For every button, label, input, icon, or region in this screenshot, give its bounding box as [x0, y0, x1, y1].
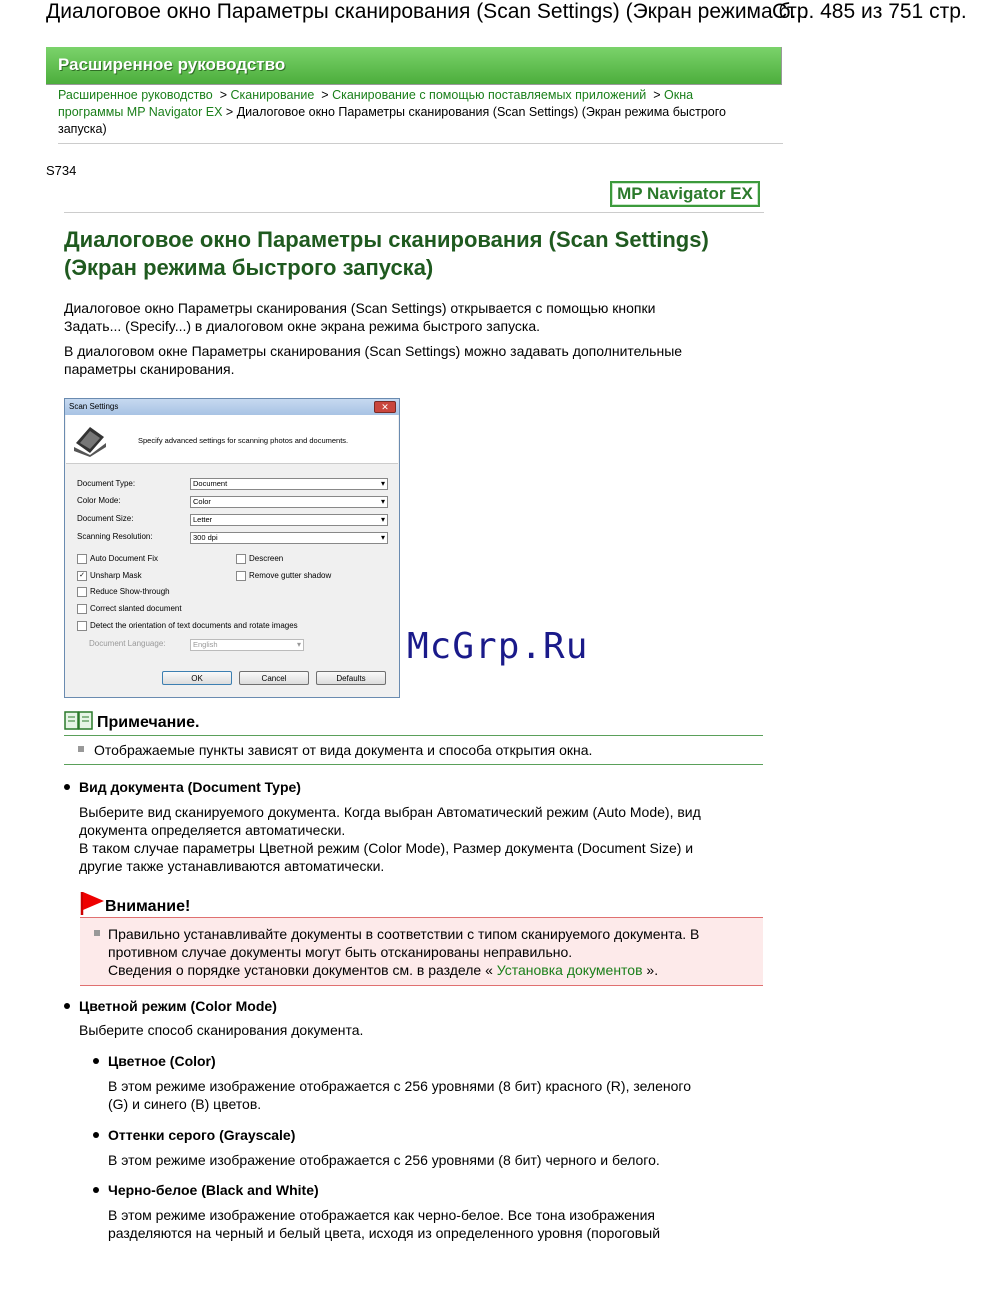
text-line: другие также устанавливаются автоматически. [79, 858, 385, 874]
bullet-icon [64, 784, 70, 790]
crumb-sep: > [225, 105, 234, 119]
detect-orientation-checkbox[interactable] [77, 621, 298, 631]
text-line: Диалоговое окно Параметры сканирования (Scan Settings) открывается с помощью кнопки [64, 300, 656, 316]
close-icon[interactable]: ✕ [374, 401, 396, 413]
divider [64, 764, 763, 765]
checkbox-label: Unsharp Mask [90, 571, 142, 581]
text-line: В таком случае параметры Цветной режим (Color Mode), Размер документа (Document Size) и [79, 840, 694, 856]
warning-text [108, 925, 699, 979]
scanner-icon [72, 421, 108, 457]
text-span: ». [646, 962, 659, 978]
correct-slanted-checkbox[interactable] [77, 604, 182, 614]
bullet-icon [64, 1003, 70, 1009]
cancel-button[interactable]: Cancel [239, 671, 309, 685]
note-title: Примечание. [97, 714, 200, 731]
intro-paragraph [64, 342, 682, 378]
scanning-resolution-select[interactable]: 300 dpi ▾ [190, 532, 388, 544]
color-mode-label: Color Mode: [77, 496, 121, 505]
sub-paragraph [108, 1206, 660, 1242]
intro-paragraph [64, 299, 655, 335]
ok-button[interactable]: OK [162, 671, 232, 685]
text-line: противном случае документы могут быть отсканированы неправильно. [108, 944, 573, 960]
warning-title: Внимание! [105, 898, 191, 915]
divider [58, 143, 783, 144]
unsharp-mask-checkbox[interactable]: ✓ Unsharp Mask [77, 571, 142, 581]
crumb-link[interactable]: Сканирование с помощью поставляемых приложений [332, 88, 647, 102]
dialog-title: Scan Settings [69, 402, 119, 411]
crumb-link[interactable]: Окна программы MP Navigator EX [58, 88, 694, 119]
red-flag-icon [80, 890, 106, 916]
text-line: В этом режиме изображение отображается как черно-белое. Все тона изображения [108, 1207, 656, 1223]
bullet-icon [93, 1058, 99, 1064]
dialog-titlebar [65, 399, 399, 415]
crumb-link[interactable]: Расширенное руководство [58, 88, 213, 102]
document-language-label: Document Language: [89, 639, 166, 648]
crumb-current: Диалоговое окно Параметры сканирования (Scan Settings) (Экран режима быстрого запуска) [58, 105, 726, 136]
section-title: Цветной режим (Color Mode) [79, 998, 277, 1014]
watermark: McGrp.Ru [407, 626, 589, 667]
product-badge: MP Navigator EX [610, 181, 760, 207]
checkbox-label: Detect the orientation of text documents and rotate images [90, 621, 298, 631]
scanning-resolution-label: Scanning Resolution: [77, 532, 153, 541]
dialog-description: Specify advanced settings for scanning photos and documents. [138, 436, 349, 445]
sub-title: Цветное (Color) [108, 1053, 216, 1069]
text-line: Выберите вид сканируемого документа. Когда выбран Автоматический режим (Auto Mode), вид [79, 804, 701, 820]
text-line: разделяются на черный и белый цвета, исходя из определенного уровня (пороговый [108, 1225, 661, 1241]
page-heading [64, 226, 784, 282]
crumb-sep: > [321, 88, 329, 102]
note-text: Отображаемые пункты зависят от вида документа и способа открытия окна. [94, 742, 593, 758]
text-line: параметры сканирования. [64, 361, 235, 377]
heading-line: (Экран режима быстрого запуска) [64, 255, 434, 280]
document-size-label: Document Size: [77, 514, 134, 523]
section-banner [46, 47, 782, 85]
reduce-show-through-checkbox[interactable] [77, 587, 170, 597]
text-line: (G) и синего (B) цветов. [108, 1096, 262, 1112]
checkbox-label: Auto Document Fix [90, 554, 159, 564]
text-line: В диалоговом окне Параметры сканирования (Scan Settings) можно задавать дополнительные [64, 343, 683, 359]
text-line: Правильно устанавливайте документы в соответствии с типом сканируемого документа. В [108, 926, 700, 942]
document-type-label: Document Type: [77, 479, 136, 488]
square-bullet-icon [94, 930, 100, 936]
sub-paragraph: В этом режиме изображение отображается с 256 уровнями (8 бит) черного и белого. [108, 1152, 660, 1168]
descreen-checkbox[interactable] [236, 554, 283, 564]
checkbox-label: Remove gutter shadow [249, 571, 332, 581]
book-icon [64, 710, 94, 732]
color-mode-text: Выберите способ сканирования документа. [79, 1022, 364, 1038]
banner-text: Расширенное руководство [58, 55, 286, 74]
doc-type-paragraph [79, 803, 701, 875]
auto-document-fix-checkbox[interactable] [77, 554, 158, 564]
sub-title: Оттенки серого (Grayscale) [108, 1127, 296, 1143]
divider [64, 735, 763, 736]
text-span: Сведения о порядке установки документов см. в разделе « [108, 962, 493, 978]
document-size-select[interactable]: Letter ▾ [190, 514, 388, 526]
square-bullet-icon [78, 746, 84, 752]
page-code: S734 [46, 163, 77, 178]
breadcrumb [58, 87, 758, 138]
scan-settings-dialog [64, 398, 400, 698]
document-type-select[interactable]: Document ▾ [190, 478, 388, 490]
checkbox-label: Reduce Show-through [90, 587, 170, 597]
text-line: В этом режиме изображение отображается с 256 уровнями (8 бит) красного (R), зеленого [108, 1078, 691, 1094]
color-mode-select[interactable]: Color ▾ [190, 496, 388, 508]
text-line [108, 961, 699, 979]
header-title: Диалоговое окно Параметры сканирования (Scan Settings) (Экран режима б... [46, 0, 809, 23]
text-line: Задать... (Specify...) в диалоговом окне экрана режима быстрого запуска. [64, 318, 541, 334]
page-number: Стр. 485 из 751 стр. [772, 0, 967, 23]
dialog-header [66, 415, 398, 464]
document-language-select[interactable]: English ▾ [190, 639, 304, 651]
crumb-sep: > [219, 88, 228, 102]
divider [64, 212, 764, 213]
sub-title: Черно-белое (Black and White) [108, 1182, 319, 1198]
sub-paragraph [108, 1077, 691, 1113]
text-line: документа определяется автоматически. [79, 822, 346, 838]
checkbox-label: Correct slanted document [90, 604, 182, 614]
checkbox-label: Descreen [249, 554, 284, 564]
section-title: Вид документа (Document Type) [79, 779, 301, 795]
remove-gutter-shadow-checkbox[interactable] [236, 571, 331, 581]
crumb-sep: > [653, 88, 661, 102]
bullet-icon [93, 1187, 99, 1193]
crumb-link[interactable]: Сканирование [230, 88, 315, 102]
setting-documents-link[interactable]: Установка документов [496, 962, 643, 978]
bullet-icon [93, 1132, 99, 1138]
defaults-button[interactable]: Defaults [316, 671, 386, 685]
page-header [46, 0, 986, 24]
heading-line: Диалоговое окно Параметры сканирования (Scan Settings) [64, 227, 709, 252]
